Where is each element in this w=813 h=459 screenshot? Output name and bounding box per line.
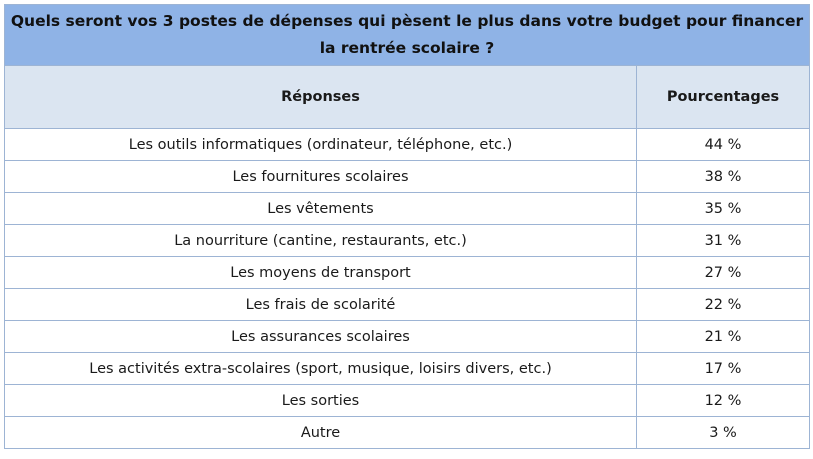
table-row bbox=[5, 417, 810, 449]
table-row bbox=[5, 257, 810, 289]
percentage-cell: 3 % bbox=[637, 417, 810, 449]
response-cell: Les frais de scolarité bbox=[5, 289, 637, 321]
response-cell: Les activités extra-scolaires (sport, musique, loisirs divers, etc.) bbox=[5, 353, 637, 385]
percentage-cell: 22 % bbox=[637, 289, 810, 321]
response-cell: Les vêtements bbox=[5, 193, 637, 225]
percentage-cell: 31 % bbox=[637, 225, 810, 257]
percentage-cell: 27 % bbox=[637, 257, 810, 289]
column-header-percentages: Pourcentages bbox=[637, 66, 810, 129]
table-row bbox=[5, 129, 810, 161]
response-cell: Les outils informatiques (ordinateur, téléphone, etc.) bbox=[5, 129, 637, 161]
response-cell: Les moyens de transport bbox=[5, 257, 637, 289]
title-row bbox=[5, 5, 810, 66]
table-row bbox=[5, 385, 810, 417]
response-cell: La nourriture (cantine, restaurants, etc.) bbox=[5, 225, 637, 257]
percentage-cell: 44 % bbox=[637, 129, 810, 161]
table-row bbox=[5, 225, 810, 257]
percentage-cell: 38 % bbox=[637, 161, 810, 193]
percentage-cell: 35 % bbox=[637, 193, 810, 225]
table-title: Quels seront vos 3 postes de dépenses qui pèsent le plus dans votre budget pour financer la rentrée scolaire ? bbox=[5, 5, 810, 66]
header-row bbox=[5, 66, 810, 129]
column-header-responses: Réponses bbox=[5, 66, 637, 129]
response-cell: Les fournitures scolaires bbox=[5, 161, 637, 193]
percentage-cell: 21 % bbox=[637, 321, 810, 353]
table-row bbox=[5, 193, 810, 225]
percentage-cell: 12 % bbox=[637, 385, 810, 417]
response-cell: Les sorties bbox=[5, 385, 637, 417]
response-cell: Les assurances scolaires bbox=[5, 321, 637, 353]
response-cell: Autre bbox=[5, 417, 637, 449]
survey-table bbox=[4, 4, 810, 449]
table-row bbox=[5, 353, 810, 385]
percentage-cell: 17 % bbox=[637, 353, 810, 385]
table-row bbox=[5, 161, 810, 193]
table-row bbox=[5, 289, 810, 321]
table-row bbox=[5, 321, 810, 353]
